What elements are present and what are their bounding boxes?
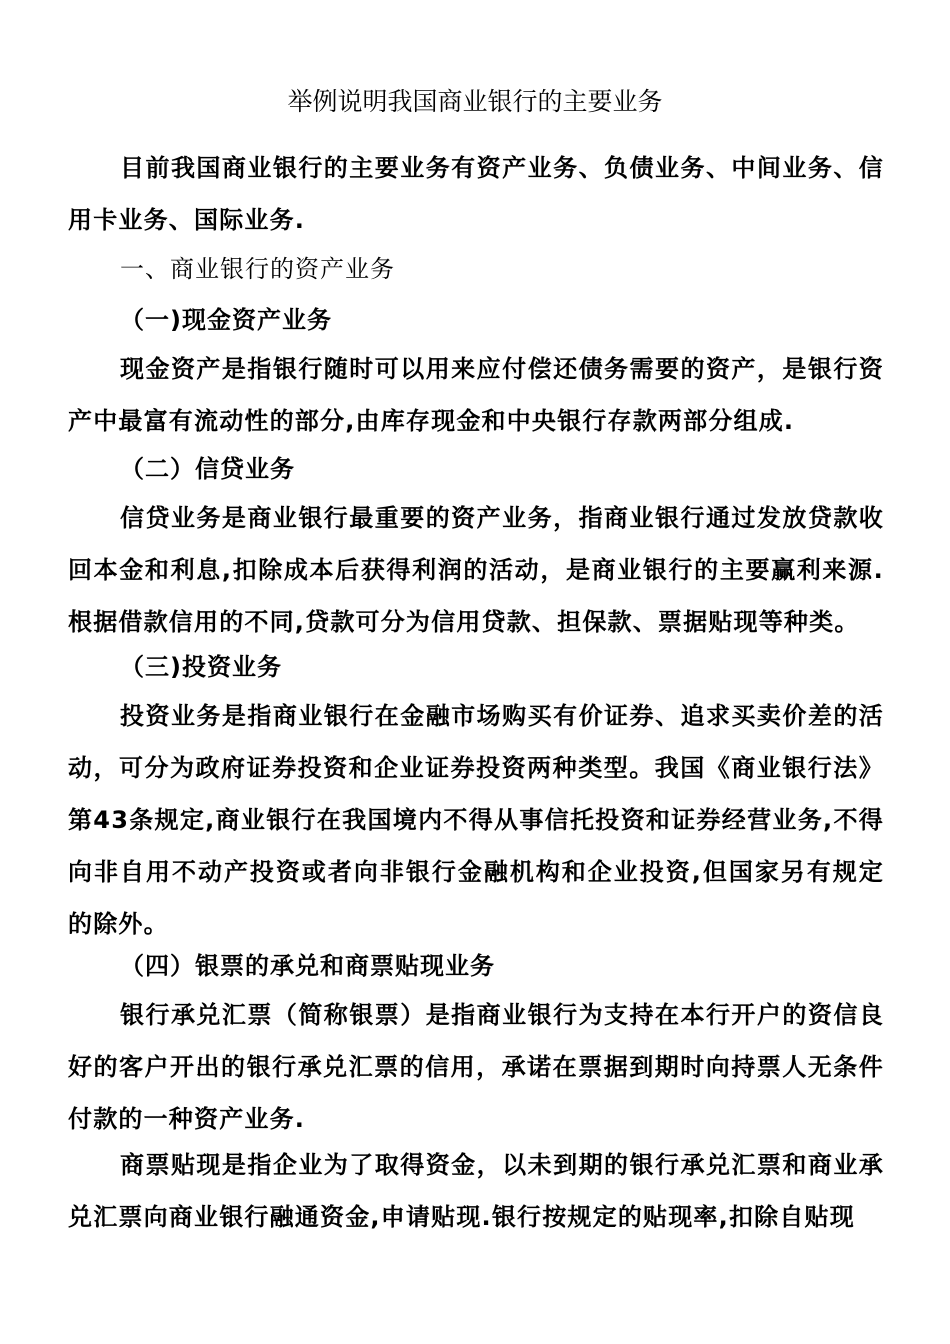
cash-assets-paragraph: 现金资产是指银行随时可以用来应付偿还债务需要的资产，是银行资产中最富有流动性的部分,由库存现金和中央银行存款两部分组成. xyxy=(68,355,884,435)
section-heading-assets: 一、商业银行的资产业务 xyxy=(120,255,395,283)
subsection-heading-cash: （一)现金资产业务 xyxy=(120,306,332,334)
subsection-heading-acceptance: （四）银票的承兑和商票贴现业务 xyxy=(120,952,495,980)
subsection-heading-credit: （二）信贷业务 xyxy=(120,455,295,483)
subsection-heading-investment: （三)投资业务 xyxy=(120,653,282,681)
credit-business-paragraph: 信贷业务是商业银行最重要的资产业务，指商业银行通过发放贷款收回本金和利息,扣除成本后获得利润的活动，是商业银行的主要赢利来源.根据借款信用的不同,贷款可分为信用贷款、担保款、票据贴现等种类。 xyxy=(68,504,884,636)
document-title: 举例说明我国商业银行的主要业务 xyxy=(287,87,663,116)
investment-paragraph: 投资业务是指商业银行在金融市场购买有价证券、追求买卖价差的活动，可分为政府证券投资和企业证券投资两种类型。我国《商业银行法》第43条规定,商业银行在我国境内不得从事信托投资和证券经营业务,不得向非自用不动产投资或者向非银行金融机构和企业投资,但国家另有规定的除外。 xyxy=(68,702,884,938)
discount-paragraph: 商票贴现是指企业为了取得资金，以未到期的银行承兑汇票和商业承兑汇票向商业银行融通资金,申请贴现.银行按规定的贴现率,扣除自贴现 xyxy=(68,1151,884,1231)
intro-paragraph: 目前我国商业银行的主要业务有资产业务、负债业务、中间业务、信用卡业务、国际业务. xyxy=(68,154,884,234)
acceptance-paragraph: 银行承兑汇票（简称银票）是指商业银行为支持在本行开户的资信良好的客户开出的银行承兑汇票的信用，承诺在票据到期时向持票人无条件付款的一种资产业务. xyxy=(68,1001,884,1133)
